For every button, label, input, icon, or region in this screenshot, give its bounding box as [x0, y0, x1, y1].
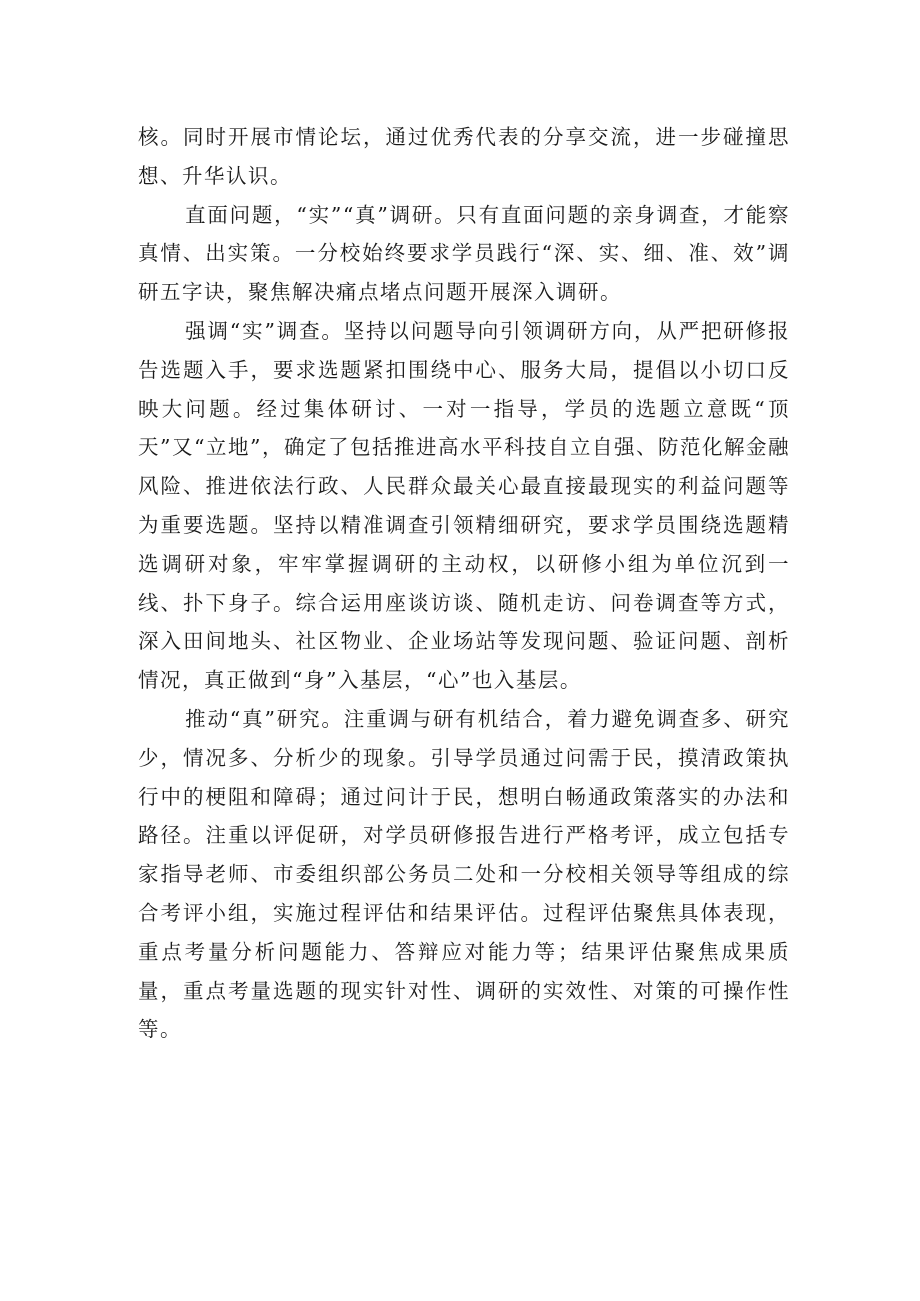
paragraph-continuation: 核。同时开展市情论坛，通过优秀代表的分享交流，进一步碰撞思想、升华认识。 [138, 125, 790, 188]
paragraph-true-research: 推动“真”研究。注重调与研有机结合，着力避免调查多、研究少，情况多、分析少的现象。引导学员通过问需于民，摸清政策执行中的梗阻和障碍；通过问计于民，想明白畅通政策落实的办法和路径。注重以评促研，对学员研修报告进行严格考评，成立包括专家指导老师、市委组织部公务员二处和一分校相关领导等组成的综合考评小组，实施过程评估和结果评估。过程评估聚焦具体表现，重点考量分析问题能力、答辩应对能力等；结果评估聚焦成果质量，重点考量选题的现实针对性、调研的实效性、对策的可操作性等。 [138, 706, 790, 1042]
paragraph-real-investigation: 强调“实”调查。坚持以问题导向引领调研方向，从严把研修报告选题入手，要求选题紧扣围绕中心、服务大局，提倡以小切口反映大问题。经过集体研讨、一对一指导，学员的选题立意既“顶天”又“立地”，确定了包括推进高水平科技自立自强、防范化解金融风险、推进依法行政、人民群众最关心最直接最现实的利益问题等为重要选题。坚持以精准调查引领精细研究，要求学员围绕选题精选调研对象，牢牢掌握调研的主动权，以研修小组为单位沉到一线、扑下身子。综合运用座谈访谈、随机走访、问卷调查等方式，深入田间地头、社区物业、企业场站等发现问题、验证问题、剖析情况，真正做到“身”入基层，“心”也入基层。 [138, 318, 790, 693]
document-body [138, 118, 790, 1049]
paragraph-face-problems: 直面问题，“实”“真”调研。只有直面问题的亲身调查，才能察真情、出实策。一分校始终要求学员践行“深、实、细、准、效”调研五字诀，聚焦解决痛点堵点问题开展深入调研。 [138, 202, 790, 305]
